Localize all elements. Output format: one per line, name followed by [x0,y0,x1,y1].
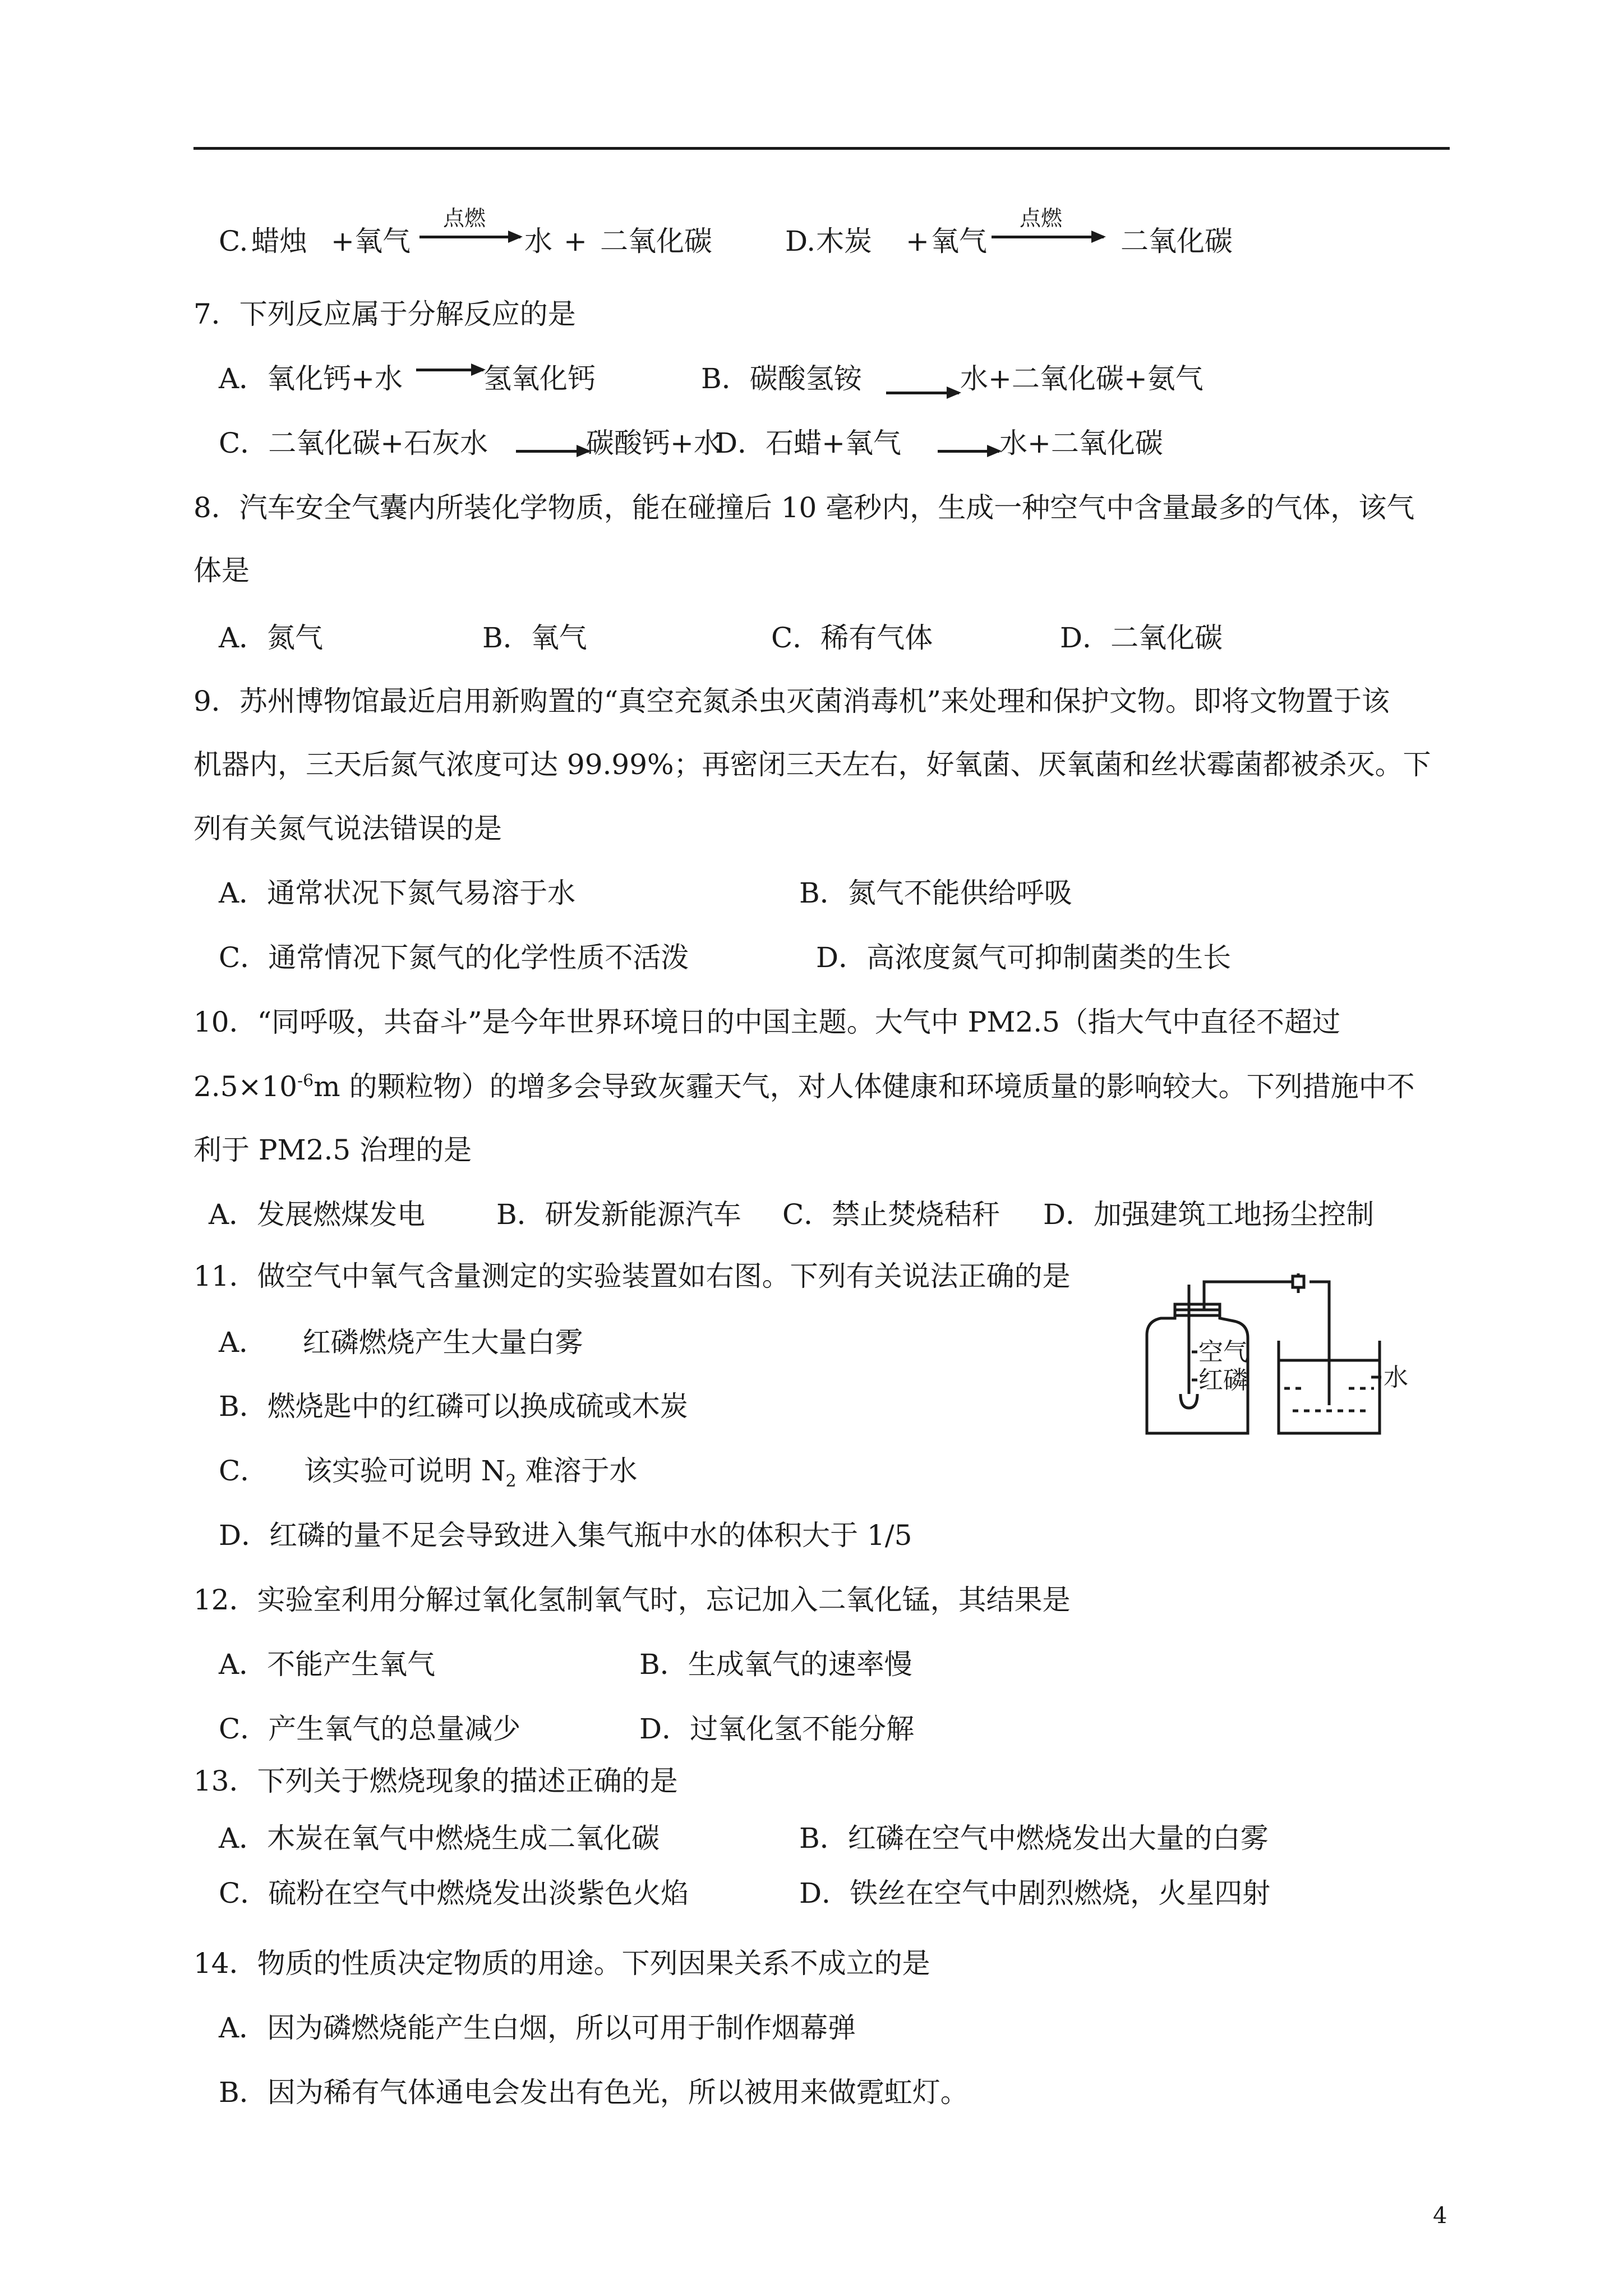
q7-option-a-left: A．氧化钙+水 [219,362,403,395]
q7-option-d-right: 水+二氧化碳 [999,427,1163,459]
q6-d-reaction-arrow [992,236,1104,238]
q8-option-b: B．氧气 [482,622,587,654]
q12-option-b: B．生成氧气的速率慢 [639,1648,912,1681]
q8-option-c: C．稀有气体 [771,622,933,654]
q10-option-a: A．发展燃煤发电 [209,1198,426,1231]
q9-option-b: B．氮气不能供给呼吸 [799,877,1072,909]
q13-stem: 13．下列关于燃烧现象的描述正确的是 [193,1765,678,1797]
q10-stem-line1: 10．“同呼吸，共奋斗”是今年世界环境日的中国主题。大气中 PM2.5（指大气中直径不超过 [193,1006,1340,1038]
q10-stem-line2-post: m 的颗粒物）的增多会导致灰霾天气，对人体健康和环境质量的影响较大。下列措施中不 [313,1070,1415,1103]
q7-option-b-right: 水+二氧化碳+氨气 [960,362,1204,395]
q6-c-reaction-arrow [419,236,520,238]
q7-b-arrow [886,392,959,394]
q6-d-reactant1: 木炭 [816,225,872,257]
q11-option-b: B．燃烧匙中的红磷可以换成硫或木炭 [219,1390,688,1423]
q9-stem-line1: 9．苏州博物馆最近启用新购置的“真空充氮杀虫灭菌消毒机”来处理和保护文物。即将文物置于该 [193,685,1390,717]
q8-option-d: D．二氧化碳 [1060,622,1223,654]
q6-d-product1: 二氧化碳 [1121,225,1233,257]
q11-option-c-pre: C． 该实验可说明 N [219,1455,506,1487]
oxygen-measurement-apparatus-figure [1136,1273,1416,1442]
q8-option-a: A．氮气 [219,622,324,654]
q10-stem-line2-pre: 2.5×10 [193,1070,298,1103]
q11-option-a: A． 红磷燃烧产生大量白雾 [219,1326,583,1359]
q6-c-label: C. [219,225,248,257]
q11-stem: 11．做空气中氧气含量测定的实验装置如右图。下列有关说法正确的是 [193,1260,1071,1292]
q10-option-b: B．研发新能源汽车 [496,1198,741,1231]
q14-option-b: B．因为稀有气体通电会发出有色光，所以被用来做霓虹灯。 [219,2076,969,2109]
q9-stem-line3: 列有关氮气说法错误的是 [193,812,502,845]
q12-stem: 12．实验室利用分解过氧化氢制氧气时，忘记加入二氧化锰，其结果是 [193,1584,1071,1616]
q7-option-d-left: D．石蜡+氧气 [715,427,901,459]
q10-stem-line3: 利于 PM2.5 治理的是 [193,1134,472,1166]
q13-option-a: A．木炭在氧气中燃烧生成二氧化碳 [219,1822,660,1855]
q9-option-d: D．高浓度氮气可抑制菌类的生长 [816,941,1232,974]
q7-option-a-right: 氢氧化钙 [483,362,596,395]
q6-d-label: D. [785,225,816,257]
q7-option-c-left: C．二氧化碳+石灰水 [219,427,488,459]
q7-a-arrow [416,369,483,371]
q6-c-plus1: + [331,225,354,257]
q12-option-d: D．过氧化氢不能分解 [639,1713,915,1745]
q6-d-plus1: + [906,225,929,257]
q6-d-reactant2: 氧气 [931,225,987,257]
q7-stem: 7．下列反应属于分解反应的是 [193,298,576,330]
q6-c-product2: 二氧化碳 [600,225,712,257]
q14-option-a: A．因为磷燃烧能产生白烟，所以可用于制作烟幕弹 [219,2012,856,2044]
figure-label-water: 水 [1384,1363,1408,1392]
q10-exponent: -6 [297,1071,314,1091]
q6-c-product1: 水 [524,225,552,257]
q11-option-d: D．红磷的量不足会导致进入集气瓶中水的体积大于 1/5 [219,1519,912,1552]
q9-stem-line2: 机器内，三天后氮气浓度可达 99.99%；再密闭三天左右，好氧菌、厌氧菌和丝状霉菌都被杀灭。下 [193,748,1431,781]
q10-option-c: C．禁止焚烧秸秆 [782,1198,1000,1231]
q13-option-c: C．硫粉在空气中燃烧发出淡紫色火焰 [219,1877,689,1910]
q11-option-c-post: 难溶于水 [516,1455,638,1487]
q6-c-condition: 点燃 [443,206,486,231]
q12-option-c: C．产生氧气的总量减少 [219,1713,521,1745]
q6-c-plus2: + [564,225,587,257]
q14-stem: 14．物质的性质决定物质的用途。下列因果关系不成立的是 [193,1947,930,1980]
q11-option-c [219,1457,637,1490]
q7-option-c-right: 碳酸钙+水 [586,427,722,459]
page-number: 4 [1433,2203,1447,2229]
q6-c-reactant2: 氧气 [354,225,411,257]
q9-option-c: C．通常情况下氮气的化学性质不活泼 [219,941,689,974]
q10-option-d: D．加强建筑工地扬尘控制 [1043,1198,1375,1231]
header-rule [193,147,1450,150]
q7-c-arrow [516,450,589,453]
q11-subscript: 2 [505,1471,517,1491]
q8-stem-line2: 体是 [193,554,250,587]
q6-c-reactant1: 蜡烛 [251,225,307,257]
q10-stem-line2 [193,1070,1415,1103]
figure-label-air: 空气 [1198,1338,1248,1366]
q9-option-a: A．通常状况下氮气易溶于水 [219,877,576,909]
q12-option-a: A．不能产生氧气 [219,1648,436,1681]
q7-d-arrow [938,450,999,453]
q8-stem-line1: 8．汽车安全气囊内所装化学物质，能在碰撞后 10 毫秒内，生成一种空气中含量最多的气体，该气 [193,491,1415,524]
q7-option-b-left: B．碳酸氢铵 [701,362,862,395]
q6-d-condition: 点燃 [1020,206,1063,231]
figure-label-phosphorus: 红磷 [1198,1366,1248,1395]
q13-option-b: B．红磷在空气中燃烧发出大量的白雾 [799,1822,1269,1855]
q13-option-d: D．铁丝在空气中剧烈燃烧，火星四射 [799,1877,1271,1910]
